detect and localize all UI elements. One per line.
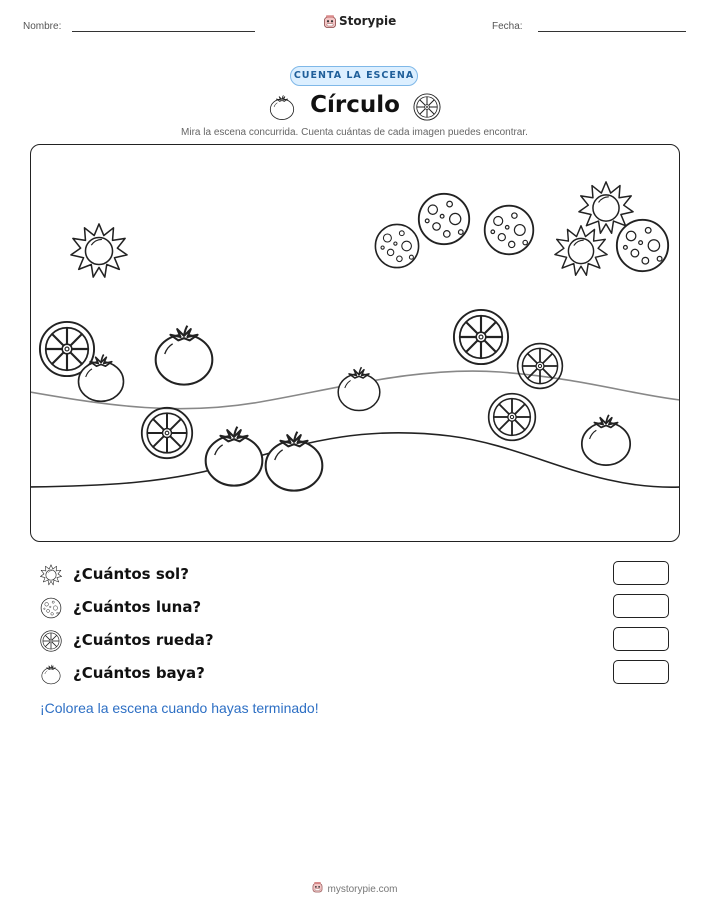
moon-icon xyxy=(616,219,667,270)
footer-brand xyxy=(0,881,709,895)
moon-icon xyxy=(484,205,533,254)
berry-icon xyxy=(265,431,322,490)
date-label: Fecha: xyxy=(492,21,523,32)
moon-icon xyxy=(40,597,62,619)
name-input-line[interactable] xyxy=(72,31,255,32)
question-text: ¿Cuántos sol? xyxy=(73,565,189,583)
berry-icon xyxy=(581,414,629,464)
wheel-icon xyxy=(141,407,191,457)
wheel-icon xyxy=(413,93,441,121)
instructions: Mira la escena concurrida. Cuenta cuántas de cada imagen puedes encontrar. xyxy=(181,127,528,138)
answer-box-moon[interactable] xyxy=(613,594,669,618)
activity-tag: CUENTA LA ESCENA xyxy=(290,66,418,86)
sun-icon xyxy=(578,181,632,232)
wheel-icon xyxy=(453,309,507,363)
question-text: ¿Cuántos luna? xyxy=(73,598,202,616)
sun-icon xyxy=(70,223,126,276)
brand-logo xyxy=(322,13,397,33)
answer-box-berry[interactable] xyxy=(613,660,669,684)
scene-canvas xyxy=(30,144,680,542)
question-row-wheel xyxy=(40,630,670,654)
question-row-sun xyxy=(40,564,670,588)
berry-icon xyxy=(155,325,212,384)
sun-icon xyxy=(40,564,62,586)
sun-icon xyxy=(554,225,606,274)
moon-icon xyxy=(418,193,468,243)
brand-name: Storypie xyxy=(339,14,397,28)
answer-box-sun[interactable] xyxy=(613,561,669,585)
berry-icon xyxy=(268,93,296,121)
coloring-note: ¡Colorea la escena cuando hayas terminado! xyxy=(40,700,319,716)
date-input-line[interactable] xyxy=(538,31,686,32)
wheel-icon xyxy=(517,343,562,388)
question-text: ¿Cuántos baya? xyxy=(73,664,205,682)
name-label: Nombre: xyxy=(23,21,62,32)
answer-box-wheel[interactable] xyxy=(613,627,669,651)
berry-icon xyxy=(205,426,262,485)
question-row-moon xyxy=(40,597,670,621)
mascot-icon xyxy=(322,14,338,30)
question-text: ¿Cuántos rueda? xyxy=(73,631,214,649)
wheel-icon xyxy=(488,393,535,440)
berry-icon xyxy=(338,367,380,410)
wheel-icon xyxy=(40,630,62,652)
question-row-berry xyxy=(40,663,670,687)
worksheet-title: Círculo xyxy=(310,92,400,118)
berry-icon xyxy=(40,663,62,685)
moon-icon xyxy=(375,224,418,267)
mascot-icon xyxy=(311,881,324,894)
counting-scene xyxy=(30,144,680,542)
site-url: mystorypie.com xyxy=(327,884,398,895)
